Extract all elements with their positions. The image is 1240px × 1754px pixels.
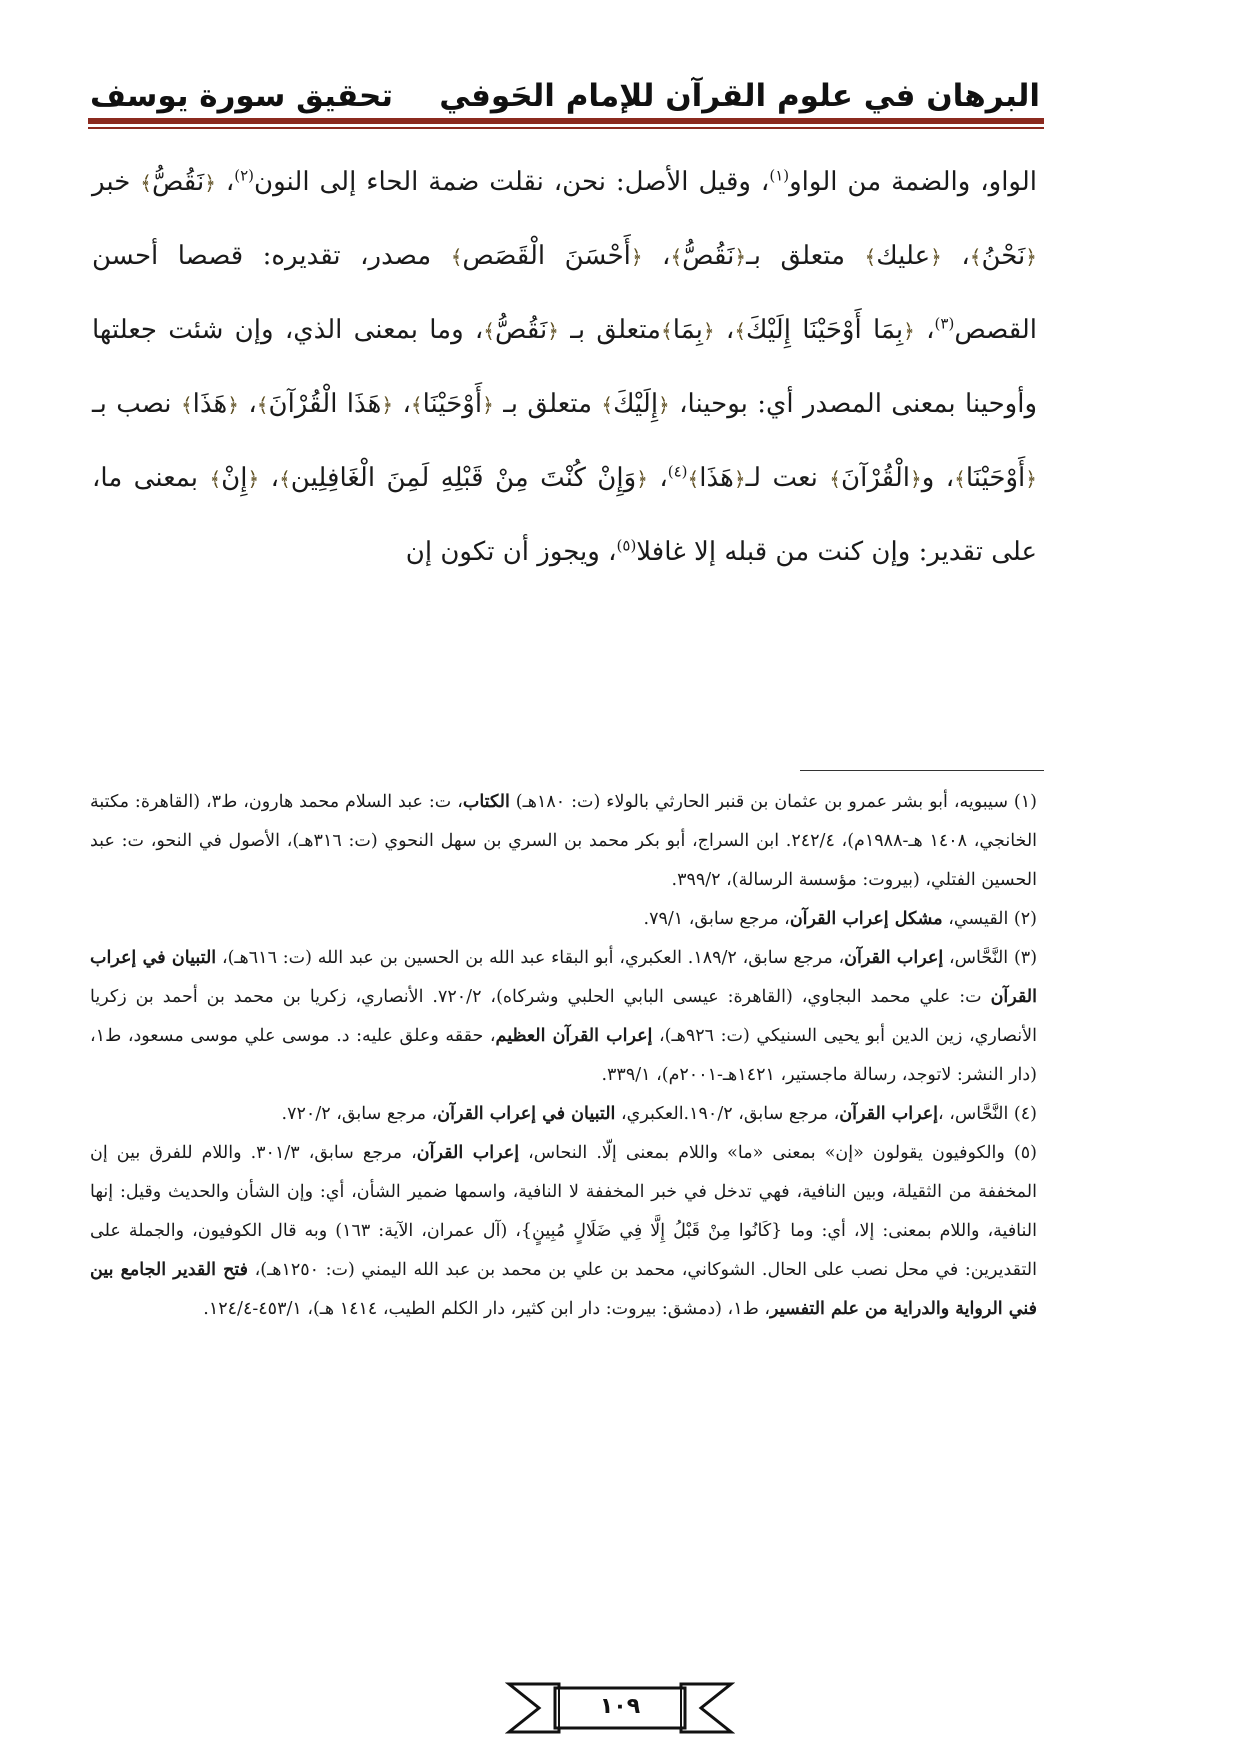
footnote-5: (٥) والكوفيون يقولون «إن» بمعنى «ما» واللام بمعنى إلّا. النحاس، إعراب القرآن، مرجع سابق، ٣٠١/٣. واللام للفرق بين إن المخففة من الثقيلة، وبين النافية، فهي تدخل في خبر المخففة لا النافية، واسمها ضمير الشأن، أي: وإن الشأن والحديث وقيل: إنها النافية، واللام بمعنى: إلا، أي: وما {كَانُوا مِنْ قَبْلُ إِلَّا فِي ضَلَالٍ مُبِينٍ}، (آل عمران، الآية: ١٦٣) وبه قال الكوفيون، والجملة على التقديرين: في محل نصب على الحال. الشوكاني، محمد بن علي بن محمد بن عبد الله اليمني (ت: ١٢٥٠هـ)، فتح القدير الجامع بين فني الرواية والدراية من علم التفسير، ط١، (دمشق: بيروت: دار ابن كثير، دار الكلم الطيب، ١٤١٤ هـ)، ٤٥٣/١-١٢٤/٤. — [90, 1143, 1037, 1319]
section-title: تحقيق سورة يوسف — [90, 78, 394, 114]
header-rule-thin — [88, 127, 1044, 129]
header-rule-thick — [88, 118, 1044, 124]
footnotes — [90, 783, 1037, 1329]
page-header — [90, 68, 1040, 114]
footnote-separator — [800, 770, 1044, 771]
page-number: ١٠٩ — [599, 1694, 641, 1719]
footnote-3: (٣) النَّحَّاس، إعراب القرآن، مرجع سابق، ١٨٩/٢. العكبري، أبو البقاء عبد الله بن الحسين بن عبد الله (ت: ٦١٦هـ)، التبيان في إعراب القرآن ت: علي محمد البجاوي، (القاهرة: عيسى البابي الحلبي وشركاه)، ٧٢٠/٢. الأنصاري، زكريا بن محمد بن أحمد بن زكريا الأنصاري، زين الدين أبو يحيى السنيكي (ت: ٩٢٦هـ)، إعراب القرآن العظيم، حققه وعلق عليه: د. موسى علي موسى مسعود، ط١، (دار النشر: لاتوجد، رسالة ماجستير، ١٤٢١هـ-٢٠٠١م)، ٣٣٩/١. — [90, 948, 1038, 1085]
footnote-4: (٤) النَّحَّاس، ،إعراب القرآن، مرجع سابق، ١٩٠/٢.العكبري، التبيان في إعراب القرآن، مرجع سابق، ٧٢٠/٢. — [281, 1104, 1037, 1124]
footnote-2: (٢) القيسي، مشكل إعراب القرآن، مرجع سابق، ٧٩/١. — [643, 909, 1037, 929]
main-paragraph: الواو، والضمة من الواو$^{(١)}$، وقيل الأصل: نحن، نقلت ضمة الحاء إلى النون$^{(٢)}$، ﴿نَقُصُّ﴾ خبر ﴿نَحْنُ﴾، ﴿عليك﴾ متعلق بـ﴿نَقُصُّ﴾، ﴿أَحْسَنَ الْقَصَص﴾ مصدر، تقديره: قصصا أحسن القصص$^{(٣)}$، ﴿بِمَا أَوْحَيْنَا إِلَيْكَ﴾، ﴿بِمَا﴾متعلق بـ ﴿نَقُصُّ﴾، وما بمعنى الذي، وإن شئت جعلتها وأوحينا بمعنى المصدر أي: بوحينا، ﴿إِلَيْكَ﴾ متعلق بـ ﴿أَوْحَيْنَا﴾، ﴿هَذَا الْقُرْآنَ﴾، ﴿هَذَا﴾ نصب بـ ﴿أَوْحَيْنَا﴾، و﴿الْقُرْآنَ﴾ نعت لـ﴿هَذَا﴾$^{(٤)}$، ﴿وَإِنْ كُنْتَ مِنْ قَبْلِهِ لَمِنَ الْغَافِلِين﴾، ﴿إِنْ﴾ بمعنى ما، على تقدير: وإن كنت من قبله إلا غافلا$^{(٥)}$، ويجوز أن تكون إن — [92, 166, 1038, 567]
book-title: البرهان في علوم القرآن للإمام الحَوفي — [439, 78, 1040, 114]
page-number-ribbon — [505, 1680, 735, 1736]
footnote-1: (١) سيبويه، أبو بشر عمرو بن عثمان بن قنبر الحارثي بالولاء (ت: ١٨٠هـ) الكتاب، ت: عبد السلام محمد هارون، ط٣، (القاهرة: مكتبة الخانجي، ١٤٠٨ هـ-١٩٨٨م)، ٢٤٢/٤. ابن السراج، أبو بكر محمد بن السري بن سهل النحوي (ت: ٣١٦هـ)، الأصول في النحو، ت: عبد الحسين الفتلي، (بيروت: مؤسسة الرسالة)، ٣٩٩/٢. — [90, 792, 1038, 890]
